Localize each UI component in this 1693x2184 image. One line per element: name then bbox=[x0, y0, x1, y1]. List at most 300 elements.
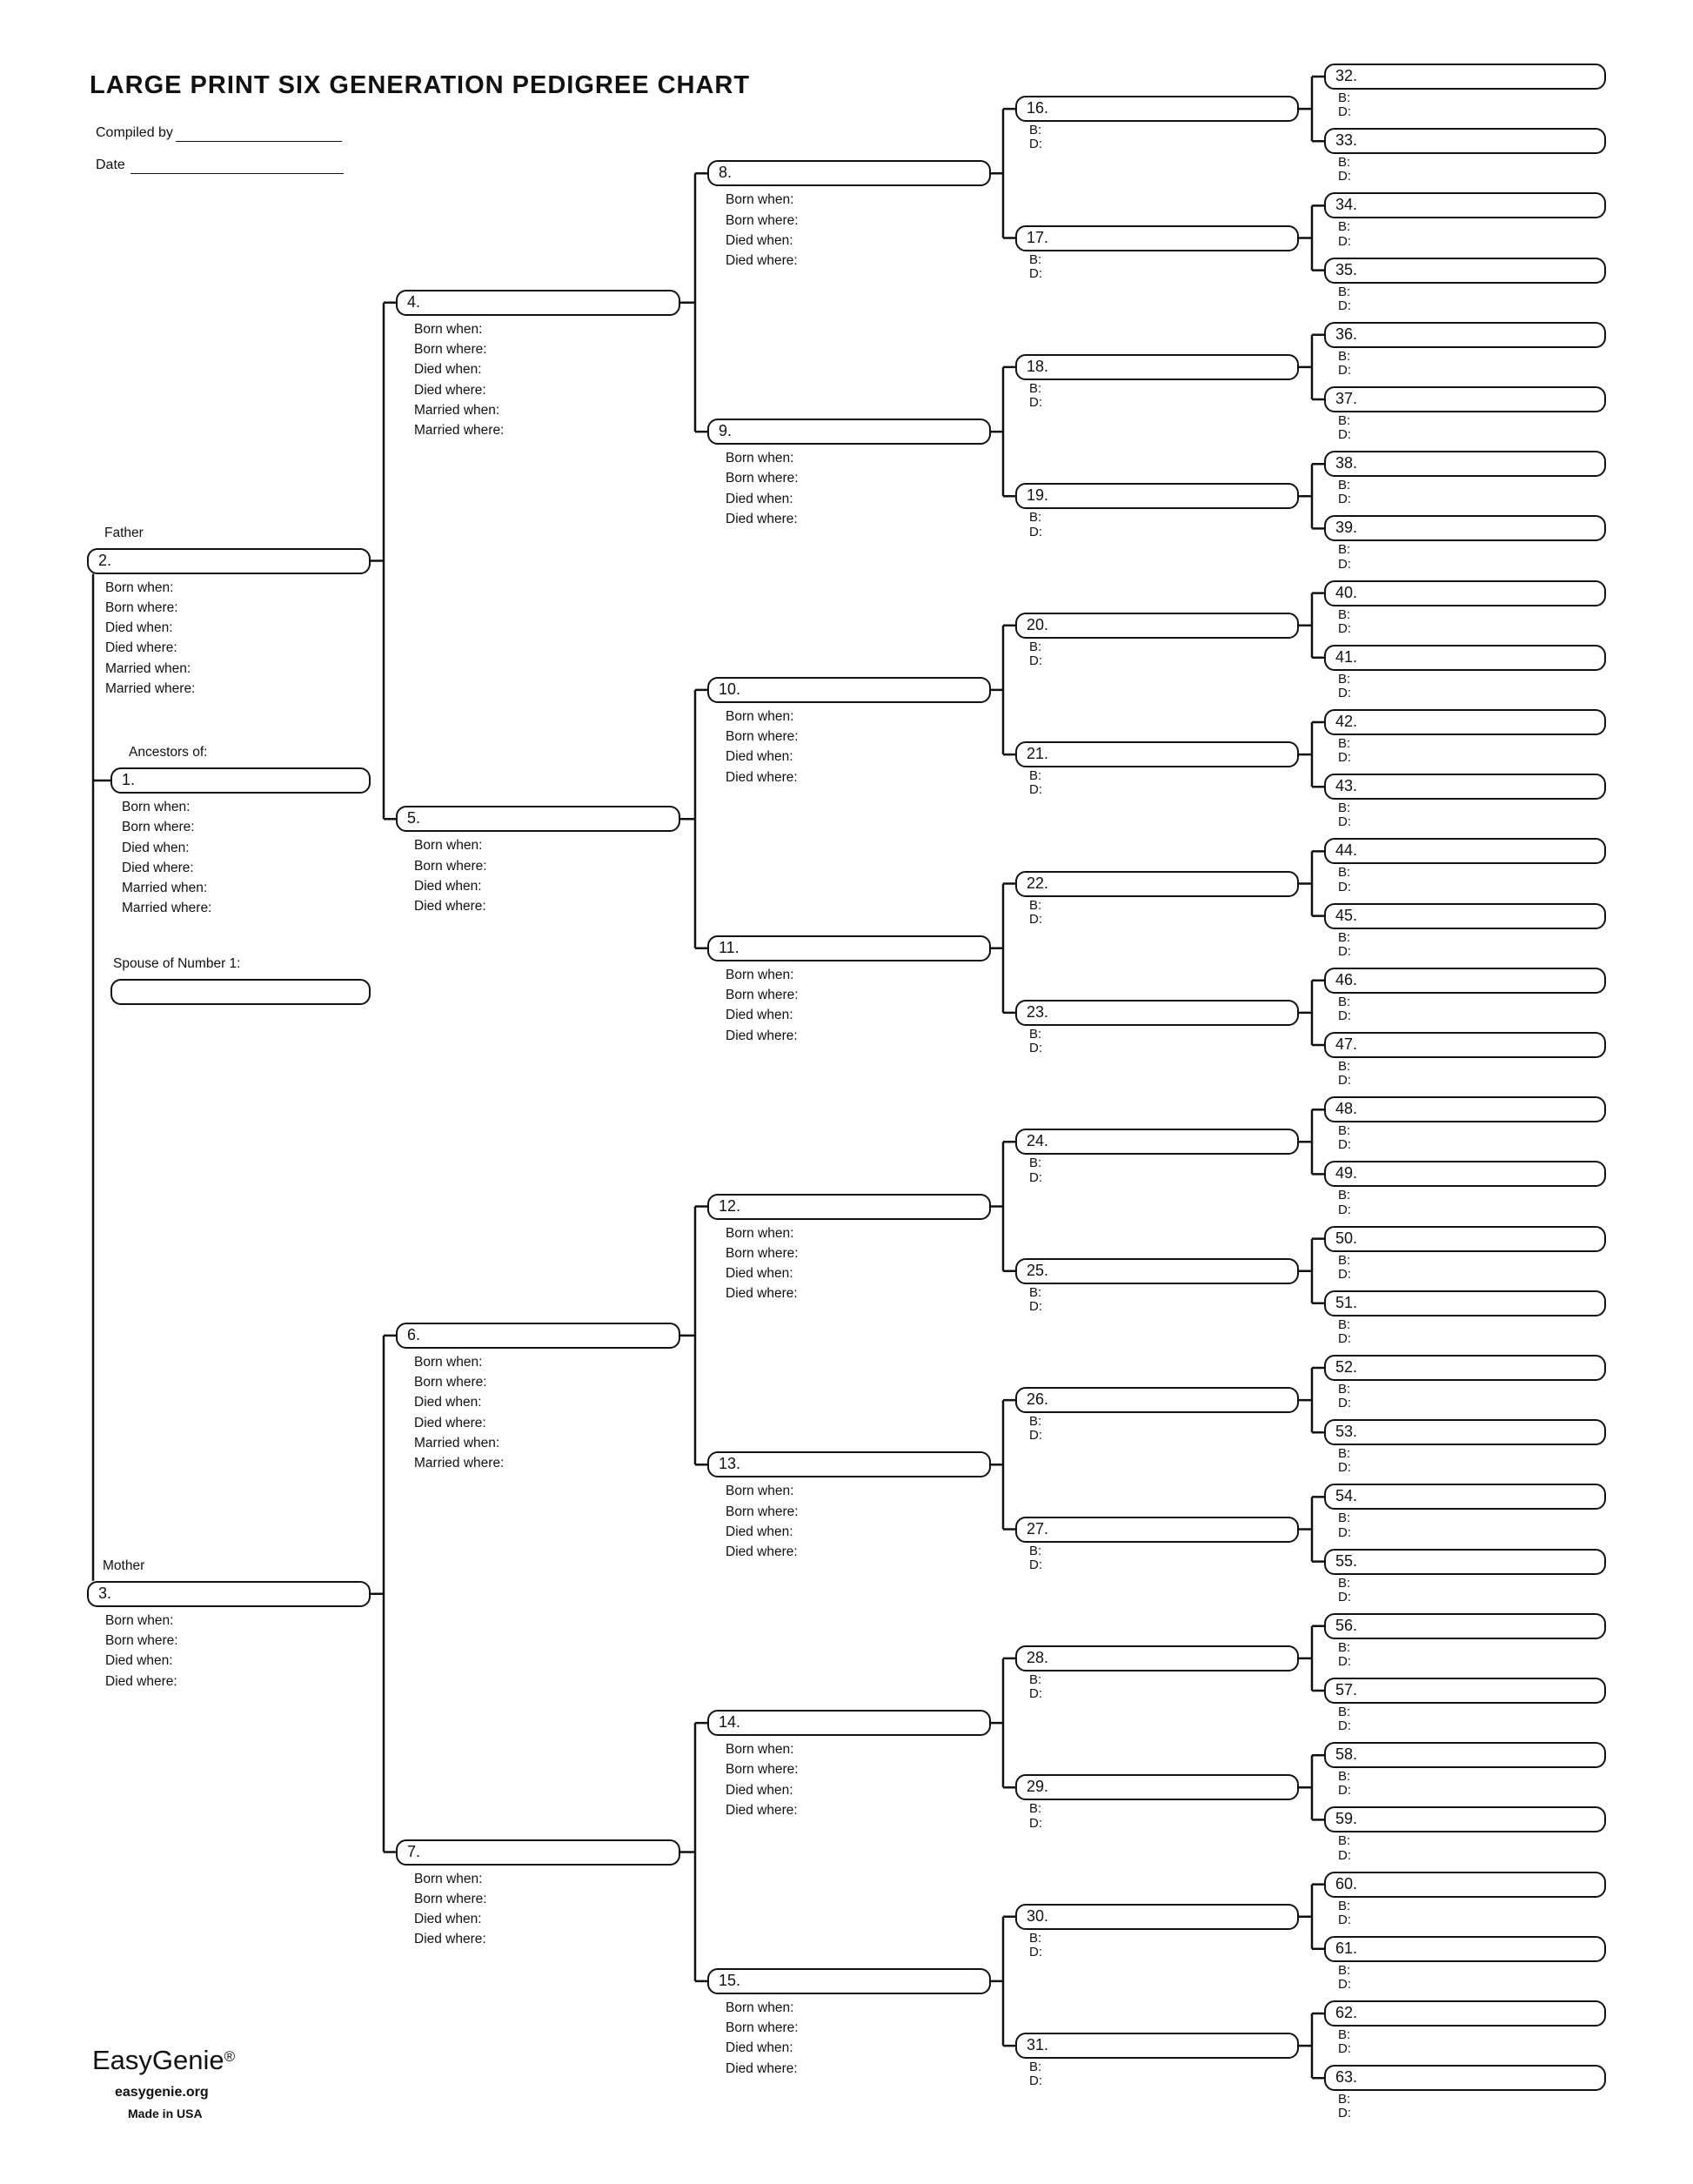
person-number: 1. bbox=[122, 771, 136, 788]
person-number: 42. bbox=[1335, 713, 1358, 730]
person-box-26[interactable] bbox=[1015, 1387, 1299, 1413]
field-label: Born where: bbox=[726, 987, 799, 1002]
ancestors-of-label: Ancestors of: bbox=[129, 745, 208, 760]
field-label: Died where: bbox=[414, 899, 486, 914]
field-labels bbox=[414, 1352, 504, 1474]
field-label: Born where: bbox=[726, 212, 799, 228]
field-labels bbox=[1338, 608, 1351, 636]
field-label: Born when: bbox=[726, 1484, 794, 1499]
field-label: Married when: bbox=[122, 881, 208, 896]
field-label: D: bbox=[1029, 1815, 1042, 1831]
person-number: 46. bbox=[1335, 970, 1358, 988]
person-number: 38. bbox=[1335, 454, 1358, 472]
person-number: 58. bbox=[1335, 1745, 1358, 1764]
person-number: 34. bbox=[1335, 196, 1358, 214]
person-box-56[interactable] bbox=[1324, 1613, 1606, 1639]
person-number: 4. bbox=[407, 292, 421, 311]
field-label: B: bbox=[1029, 1284, 1042, 1300]
field-label: B: bbox=[1338, 1511, 1351, 1526]
field-label: B: bbox=[1338, 1962, 1351, 1978]
person-number: 55. bbox=[1335, 1551, 1358, 1570]
person-box-25[interactable] bbox=[1015, 1258, 1299, 1284]
person-number: 16. bbox=[1027, 99, 1049, 117]
person-box-15[interactable] bbox=[707, 1968, 991, 1994]
field-label: D: bbox=[1338, 1524, 1351, 1540]
field-label: Died when: bbox=[726, 232, 793, 248]
person-box-7[interactable] bbox=[396, 1839, 680, 1866]
field-label: Born where: bbox=[105, 600, 178, 615]
field-label: Died when: bbox=[726, 2040, 793, 2056]
person-number: 39. bbox=[1335, 519, 1358, 537]
person-number: 8. bbox=[719, 164, 733, 182]
person-box-48[interactable] bbox=[1324, 1096, 1606, 1122]
person-box-33[interactable] bbox=[1324, 128, 1606, 154]
field-label: Born where: bbox=[122, 820, 195, 835]
field-label: Born when: bbox=[726, 1225, 794, 1241]
field-labels bbox=[1029, 1544, 1042, 1572]
field-label: B: bbox=[1338, 801, 1351, 816]
field-labels bbox=[1338, 1641, 1351, 1669]
connector-6 bbox=[680, 1207, 707, 1465]
father-label: Father bbox=[104, 525, 144, 540]
field-label: B: bbox=[1338, 1382, 1351, 1397]
person-number: 29. bbox=[1027, 1778, 1049, 1796]
field-label: D: bbox=[1338, 1073, 1351, 1089]
field-label: Born when: bbox=[414, 1871, 483, 1886]
connector-14 bbox=[991, 1658, 1015, 1787]
field-label: B: bbox=[1338, 2092, 1351, 2107]
person-box-17[interactable] bbox=[1015, 225, 1299, 251]
connector-4 bbox=[680, 173, 707, 432]
field-labels bbox=[1338, 479, 1351, 506]
person-number: 20. bbox=[1027, 615, 1049, 633]
person-box-1[interactable] bbox=[110, 767, 371, 794]
field-label: D: bbox=[1029, 265, 1042, 281]
field-label: D: bbox=[1338, 879, 1351, 894]
person-number: 50. bbox=[1335, 1229, 1358, 1247]
person-number: 26. bbox=[1027, 1390, 1049, 1409]
field-labels bbox=[105, 578, 195, 700]
person-box-51[interactable] bbox=[1324, 1290, 1606, 1316]
field-labels bbox=[1029, 640, 1042, 668]
field-label: D: bbox=[1338, 750, 1351, 766]
person-number: 33. bbox=[1335, 131, 1358, 150]
field-label: Born when: bbox=[726, 1742, 794, 1758]
field-label: B: bbox=[1029, 1414, 1042, 1430]
connector-1 bbox=[93, 574, 110, 1581]
connector-11 bbox=[991, 884, 1015, 1013]
field-label: B: bbox=[1029, 1156, 1042, 1171]
person-box-32[interactable] bbox=[1324, 64, 1606, 90]
person-box-31[interactable] bbox=[1015, 2033, 1299, 2059]
field-label: Born where: bbox=[105, 1632, 178, 1648]
spouse-box[interactable] bbox=[110, 979, 371, 1005]
field-labels bbox=[726, 1481, 799, 1562]
field-label: D: bbox=[1338, 1654, 1351, 1669]
field-labels bbox=[1029, 1673, 1042, 1701]
person-box-24[interactable] bbox=[1015, 1129, 1299, 1155]
field-label: Married where: bbox=[414, 1456, 505, 1471]
field-labels bbox=[1338, 1899, 1351, 1927]
connector-21 bbox=[1299, 722, 1324, 787]
person-box-40[interactable] bbox=[1324, 580, 1606, 606]
connector-8 bbox=[991, 109, 1015, 238]
person-box-62[interactable] bbox=[1324, 2000, 1606, 2027]
connector-26 bbox=[1299, 1368, 1324, 1432]
made-in-usa-label: Made in USA bbox=[128, 2107, 203, 2120]
person-box-18[interactable] bbox=[1015, 354, 1299, 380]
field-label: D: bbox=[1338, 427, 1351, 443]
person-box-14[interactable] bbox=[707, 1710, 991, 1736]
field-label: D: bbox=[1029, 653, 1042, 668]
field-label: Married where: bbox=[122, 901, 212, 916]
person-box-47[interactable] bbox=[1324, 1032, 1606, 1058]
field-label: Died where: bbox=[414, 382, 486, 398]
field-label: B: bbox=[1338, 1769, 1351, 1785]
field-labels bbox=[1338, 737, 1351, 765]
field-label: Died when: bbox=[726, 749, 793, 765]
field-labels bbox=[1029, 1415, 1042, 1443]
field-label: B: bbox=[1338, 606, 1351, 622]
person-box-6[interactable] bbox=[396, 1323, 680, 1349]
person-box-39[interactable] bbox=[1324, 515, 1606, 541]
person-box-46[interactable] bbox=[1324, 968, 1606, 994]
field-label: Died when: bbox=[105, 1653, 173, 1669]
field-label: D: bbox=[1029, 1041, 1042, 1056]
field-label: B: bbox=[1338, 478, 1351, 493]
field-label: Died where: bbox=[726, 769, 798, 785]
person-number: 43. bbox=[1335, 777, 1358, 795]
person-box-45[interactable] bbox=[1324, 903, 1606, 929]
field-labels bbox=[1029, 511, 1042, 539]
field-label: Married where: bbox=[414, 423, 505, 439]
person-number: 28. bbox=[1027, 1648, 1049, 1666]
field-label: B: bbox=[1338, 1123, 1351, 1139]
field-labels bbox=[1338, 1124, 1351, 1152]
connector-10 bbox=[991, 626, 1015, 754]
field-labels bbox=[1338, 1834, 1351, 1862]
field-label: D: bbox=[1338, 1008, 1351, 1023]
person-box-29[interactable] bbox=[1015, 1774, 1299, 1800]
person-number: 21. bbox=[1027, 745, 1049, 763]
person-number: 27. bbox=[1027, 1519, 1049, 1538]
field-label: D: bbox=[1029, 782, 1042, 798]
field-labels bbox=[1029, 1932, 1042, 1960]
field-label: D: bbox=[1029, 1428, 1042, 1444]
compiled-by-input-line[interactable] bbox=[176, 141, 342, 142]
person-box-4[interactable] bbox=[396, 290, 680, 316]
field-label: B: bbox=[1029, 1930, 1042, 1946]
person-number: 6. bbox=[407, 1325, 421, 1343]
person-number: 17. bbox=[1027, 228, 1049, 246]
field-label: B: bbox=[1029, 768, 1042, 784]
person-box-13[interactable] bbox=[707, 1451, 991, 1477]
field-label: B: bbox=[1029, 251, 1042, 267]
person-number: 61. bbox=[1335, 1939, 1358, 1957]
connector-18 bbox=[1299, 335, 1324, 399]
person-box-49[interactable] bbox=[1324, 1161, 1606, 1187]
person-number: 31. bbox=[1027, 2036, 1049, 2054]
brand-logo bbox=[92, 2045, 235, 2076]
connector-16 bbox=[1299, 77, 1324, 141]
field-label: Died when: bbox=[726, 1782, 793, 1798]
field-label: B: bbox=[1029, 123, 1042, 138]
field-label: Born when: bbox=[414, 1354, 483, 1370]
field-label: Born when: bbox=[414, 321, 483, 337]
person-number: 51. bbox=[1335, 1293, 1358, 1311]
field-label: D: bbox=[1338, 1331, 1351, 1346]
field-labels bbox=[414, 319, 504, 441]
field-label: B: bbox=[1338, 1446, 1351, 1462]
field-label: D: bbox=[1338, 1977, 1351, 1992]
field-labels bbox=[414, 835, 487, 916]
field-label: B: bbox=[1029, 380, 1042, 396]
field-label: D: bbox=[1338, 1202, 1351, 1217]
person-box-55[interactable] bbox=[1324, 1549, 1606, 1575]
person-box-42[interactable] bbox=[1324, 709, 1606, 735]
connector-13 bbox=[991, 1400, 1015, 1529]
person-box-57[interactable] bbox=[1324, 1678, 1606, 1704]
field-label: D: bbox=[1338, 1847, 1351, 1863]
field-labels bbox=[1338, 1060, 1351, 1088]
field-label: B: bbox=[1029, 1543, 1042, 1558]
connector-29 bbox=[1299, 1755, 1324, 1819]
field-label: D: bbox=[1338, 814, 1351, 830]
person-box-16[interactable] bbox=[1015, 96, 1299, 122]
spouse-label: Spouse of Number 1: bbox=[113, 956, 241, 971]
field-labels bbox=[726, 1998, 799, 2079]
person-number: 30. bbox=[1027, 1906, 1049, 1925]
field-label: D: bbox=[1029, 2073, 1042, 2089]
field-label: B: bbox=[1338, 155, 1351, 171]
field-label: Born when: bbox=[726, 708, 794, 724]
field-label: Died where: bbox=[105, 640, 177, 656]
field-labels bbox=[1338, 1577, 1351, 1605]
person-number: 13. bbox=[719, 1455, 741, 1473]
connector-15 bbox=[991, 1917, 1015, 2046]
compiled-by-label: Compiled by bbox=[96, 125, 173, 140]
field-label: B: bbox=[1338, 929, 1351, 945]
person-box-38[interactable] bbox=[1324, 451, 1606, 477]
field-labels bbox=[1338, 2093, 1351, 2120]
field-labels bbox=[1338, 1318, 1351, 1346]
field-label: B: bbox=[1338, 284, 1351, 299]
field-label: B: bbox=[1338, 1639, 1351, 1655]
field-labels bbox=[1338, 995, 1351, 1023]
field-labels bbox=[1338, 1189, 1351, 1216]
field-labels bbox=[122, 797, 211, 919]
field-label: B: bbox=[1029, 1801, 1042, 1817]
field-label: B: bbox=[1338, 1059, 1351, 1074]
field-label: Died where: bbox=[726, 1802, 798, 1818]
person-box-19[interactable] bbox=[1015, 483, 1299, 509]
field-labels bbox=[1338, 414, 1351, 442]
field-label: B: bbox=[1338, 1316, 1351, 1332]
field-label: D: bbox=[1029, 1169, 1042, 1185]
field-label: D: bbox=[1338, 556, 1351, 572]
field-labels bbox=[1029, 382, 1042, 410]
field-labels bbox=[414, 1869, 487, 1950]
field-label: D: bbox=[1029, 1686, 1042, 1702]
field-labels bbox=[1029, 1802, 1042, 1830]
field-labels bbox=[726, 1739, 799, 1820]
field-labels bbox=[1338, 156, 1351, 184]
person-box-3[interactable] bbox=[87, 1581, 371, 1607]
person-box-44[interactable] bbox=[1324, 838, 1606, 864]
field-label: Died when: bbox=[726, 1008, 793, 1023]
field-label: Died where: bbox=[122, 860, 194, 875]
connector-24 bbox=[1299, 1109, 1324, 1174]
field-label: Died where: bbox=[726, 1286, 798, 1302]
person-box-11[interactable] bbox=[707, 935, 991, 961]
field-labels bbox=[1029, 899, 1042, 927]
person-number: 60. bbox=[1335, 1874, 1358, 1893]
field-label: B: bbox=[1338, 90, 1351, 105]
field-labels bbox=[1338, 543, 1351, 571]
person-box-21[interactable] bbox=[1015, 741, 1299, 767]
person-number: 15. bbox=[719, 1971, 741, 1989]
person-box-30[interactable] bbox=[1015, 1904, 1299, 1930]
field-label: Born where: bbox=[726, 1504, 799, 1519]
field-labels bbox=[726, 448, 799, 529]
person-number: 45. bbox=[1335, 906, 1358, 924]
field-label: D: bbox=[1338, 1718, 1351, 1734]
person-box-59[interactable] bbox=[1324, 1806, 1606, 1832]
field-labels bbox=[1338, 220, 1351, 248]
registered-trademark-icon: ® bbox=[224, 2048, 236, 2065]
field-label: Born where: bbox=[726, 471, 799, 486]
field-label: B: bbox=[1338, 1252, 1351, 1268]
field-label: D: bbox=[1029, 137, 1042, 152]
person-number: 35. bbox=[1335, 260, 1358, 278]
field-label: Born where: bbox=[726, 1245, 799, 1261]
field-label: D: bbox=[1338, 1266, 1351, 1282]
person-box-9[interactable] bbox=[707, 419, 991, 445]
field-label: B: bbox=[1338, 413, 1351, 428]
person-box-35[interactable] bbox=[1324, 258, 1606, 284]
person-number: 11. bbox=[719, 938, 739, 956]
person-box-54[interactable] bbox=[1324, 1484, 1606, 1510]
field-labels bbox=[1029, 124, 1042, 151]
person-number: 9. bbox=[719, 422, 733, 440]
field-labels bbox=[726, 190, 799, 271]
field-label: Died when: bbox=[414, 878, 482, 894]
field-label: B: bbox=[1338, 1705, 1351, 1719]
person-box-63[interactable] bbox=[1324, 2065, 1606, 2091]
field-label: B: bbox=[1338, 994, 1351, 1009]
field-label: B: bbox=[1338, 2027, 1351, 2042]
field-label: Married when: bbox=[414, 1436, 500, 1451]
field-label: D: bbox=[1338, 298, 1351, 313]
field-label: Died when: bbox=[726, 1524, 793, 1539]
person-box-5[interactable] bbox=[396, 806, 680, 832]
brand-name: EasyGenie bbox=[92, 2045, 224, 2075]
person-number: 25. bbox=[1027, 1261, 1049, 1279]
connector-30 bbox=[1299, 1885, 1324, 1949]
field-label: B: bbox=[1338, 865, 1351, 881]
person-number: 56. bbox=[1335, 1616, 1358, 1634]
field-label: D: bbox=[1338, 492, 1351, 507]
field-label: D: bbox=[1338, 1912, 1351, 1927]
field-labels bbox=[726, 707, 799, 787]
field-label: B: bbox=[1338, 219, 1351, 235]
person-box-53[interactable] bbox=[1324, 1419, 1606, 1445]
person-box-37[interactable] bbox=[1324, 386, 1606, 412]
person-number: 47. bbox=[1335, 1035, 1358, 1053]
field-label: Died where: bbox=[414, 1932, 486, 1947]
person-box-23[interactable] bbox=[1015, 1000, 1299, 1026]
field-label: Born when: bbox=[726, 192, 794, 208]
person-number: 12. bbox=[719, 1196, 741, 1215]
field-label: B: bbox=[1338, 348, 1351, 364]
person-box-8[interactable] bbox=[707, 160, 991, 186]
field-label: Died when: bbox=[414, 1912, 482, 1927]
field-labels bbox=[1338, 673, 1351, 700]
connector-17 bbox=[1299, 205, 1324, 270]
person-box-50[interactable] bbox=[1324, 1226, 1606, 1252]
field-labels bbox=[1338, 1770, 1351, 1798]
person-box-41[interactable] bbox=[1324, 645, 1606, 671]
field-label: Born when: bbox=[726, 2000, 794, 2015]
field-labels bbox=[1338, 1254, 1351, 1282]
person-box-58[interactable] bbox=[1324, 1742, 1606, 1768]
person-box-36[interactable] bbox=[1324, 322, 1606, 348]
person-number: 14. bbox=[719, 1713, 741, 1732]
field-label: Born when: bbox=[726, 451, 794, 466]
date-input-line[interactable] bbox=[130, 173, 344, 174]
person-box-20[interactable] bbox=[1015, 613, 1299, 639]
field-labels bbox=[1338, 2028, 1351, 2056]
person-box-2[interactable] bbox=[87, 548, 371, 574]
field-labels bbox=[1338, 866, 1351, 894]
connector-27 bbox=[1299, 1497, 1324, 1561]
person-box-27[interactable] bbox=[1015, 1517, 1299, 1543]
person-box-34[interactable] bbox=[1324, 192, 1606, 218]
person-box-22[interactable] bbox=[1015, 871, 1299, 897]
person-number: 63. bbox=[1335, 2068, 1358, 2087]
connector-2 bbox=[371, 303, 396, 820]
person-box-10[interactable] bbox=[707, 677, 991, 703]
field-label: Died when: bbox=[414, 1395, 482, 1410]
field-labels bbox=[1029, 1286, 1042, 1314]
person-box-60[interactable] bbox=[1324, 1872, 1606, 1898]
field-label: Died where: bbox=[726, 1544, 798, 1560]
person-box-28[interactable] bbox=[1015, 1645, 1299, 1671]
person-box-43[interactable] bbox=[1324, 774, 1606, 800]
field-label: B: bbox=[1029, 639, 1042, 654]
person-number: 32. bbox=[1335, 67, 1358, 84]
field-label: Married when: bbox=[414, 402, 500, 418]
person-number: 52. bbox=[1335, 1358, 1358, 1376]
person-box-52[interactable] bbox=[1324, 1355, 1606, 1381]
field-label: D: bbox=[1338, 1396, 1351, 1411]
field-label: D: bbox=[1338, 363, 1351, 378]
field-label: B: bbox=[1029, 1671, 1042, 1687]
date-label: Date bbox=[96, 157, 125, 172]
field-label: Born where: bbox=[414, 1375, 487, 1390]
field-label: D: bbox=[1029, 524, 1042, 539]
field-label: Born where: bbox=[414, 858, 487, 874]
field-label: Born when: bbox=[105, 1612, 174, 1628]
person-number: 37. bbox=[1335, 390, 1358, 407]
field-label: Born where: bbox=[726, 2020, 799, 2036]
field-label: D: bbox=[1338, 1137, 1351, 1153]
person-box-12[interactable] bbox=[707, 1194, 991, 1220]
person-box-61[interactable] bbox=[1324, 1936, 1606, 1962]
person-number: 53. bbox=[1335, 1423, 1358, 1441]
field-label: Died where: bbox=[726, 2060, 798, 2076]
field-label: Died when: bbox=[726, 491, 793, 506]
